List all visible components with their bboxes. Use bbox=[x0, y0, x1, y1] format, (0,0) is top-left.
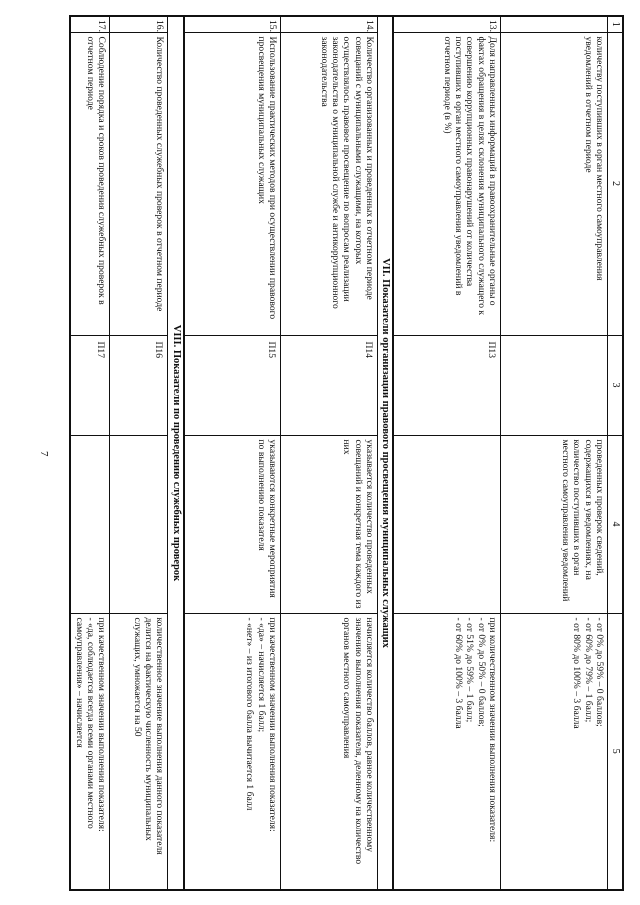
header-cell-3: 3 bbox=[608, 335, 624, 435]
scoring-criteria bbox=[110, 613, 168, 890]
indicator-name: Доля направленных информаций в правоохранительные органы о фактах обращения в целях склонения муниципального служащего к совершению коррупционных правонарушений от количества поступивших в орган местного самоуправления уведомлений в отчетном периоде (в %) bbox=[394, 32, 501, 335]
criteria-line: количественное значение выполнения данного показателя делится на фактическую численность муниципальных служащих, умножается на 50 bbox=[131, 617, 166, 855]
scoring-criteria bbox=[281, 613, 378, 890]
row-number: 13. bbox=[394, 16, 501, 32]
criteria-line: - «да» – начисляется 1 балл; bbox=[255, 617, 267, 733]
scoring-criteria bbox=[394, 613, 501, 890]
calculation-method: указываются конкретные мероприятия по выполнению показателя bbox=[184, 435, 281, 613]
scoring-criteria bbox=[184, 613, 281, 890]
indicator-code: П14 bbox=[281, 335, 378, 435]
scoring-criteria bbox=[70, 613, 109, 890]
page-number: 7 bbox=[38, 451, 50, 457]
table-row bbox=[110, 16, 168, 890]
criteria-line: - от 60% до 100% – 3 балла bbox=[453, 617, 465, 729]
calculation-method: указывается количество проведенных совещаний и конкретная тема каждого из них bbox=[281, 435, 378, 613]
indicator-code: П16 bbox=[110, 335, 168, 435]
criteria-line: при качественном значении выполнения показателя: bbox=[267, 617, 279, 832]
row-number: 14. bbox=[281, 16, 378, 32]
criteria-line: начисляется количество баллов, равное количественному значению выполнения показателя, деленному на количество органов местного самоуправления bbox=[341, 617, 376, 865]
criteria-line: - от 0% до 50% – 0 баллов; bbox=[475, 617, 487, 727]
criteria-line: - от 0% до 59% – 0 баллов; bbox=[594, 617, 605, 727]
table-row bbox=[394, 16, 501, 890]
header-cell-2: 2 bbox=[608, 32, 624, 335]
table-row bbox=[501, 16, 608, 890]
section-header-row bbox=[168, 16, 184, 890]
row-number: 17. bbox=[70, 16, 109, 32]
rotated-table-container bbox=[73, 15, 624, 889]
criteria-line: при количественном значении выполнения показателя: bbox=[487, 617, 498, 843]
indicator-code: П17 bbox=[70, 335, 109, 435]
indicator-code: П15 bbox=[184, 335, 281, 435]
criteria-line: - от 80% до 100% – 3 балла bbox=[571, 617, 583, 729]
table-header-row bbox=[608, 16, 624, 890]
header-cell-1: 1 bbox=[608, 16, 624, 32]
header-cell-4: 4 bbox=[608, 435, 624, 613]
indicator-name: Использование практических методов при осуществлении правового просвещения муниципальных служащих bbox=[184, 32, 281, 335]
row-number: 16. bbox=[110, 16, 168, 32]
row-number: 15. bbox=[184, 16, 281, 32]
calculation-method bbox=[70, 435, 109, 613]
table-row bbox=[281, 16, 378, 890]
calculation-method: проведенных проверок сведений, содержащихся в уведомлениях, на количество поступивших в орган местного самоуправления уведомлений bbox=[501, 435, 608, 613]
criteria-line: - «нет» – из итогового балла вычитается 1 балл bbox=[244, 617, 256, 811]
indicator-name: Соблюдение порядка и сроков проведения служебных проверок в отчетном периоде bbox=[70, 32, 109, 335]
criteria-line: - «да, соблюдается всегда всеми органами местного самоуправления» – начисляется bbox=[73, 617, 96, 829]
calculation-method bbox=[394, 435, 501, 613]
indicator-code: П13 bbox=[394, 335, 501, 435]
row-number bbox=[501, 16, 608, 32]
indicator-code bbox=[501, 335, 608, 435]
scoring-criteria bbox=[501, 613, 608, 890]
section-title: VII. Показатели организации правового просвещения муниципальных служащих bbox=[378, 16, 394, 890]
indicator-name: Количество проведенных служебных проверок в отчетном периоде bbox=[110, 32, 168, 335]
criteria-line: - от 51% до 59% – 1 балл; bbox=[464, 617, 476, 723]
criteria-line: - от 60% до 79% – 1 балл; bbox=[582, 617, 594, 723]
calculation-method bbox=[110, 435, 168, 613]
section-title: VIII. Показатели по проведению служебных проверок bbox=[168, 16, 184, 890]
indicator-name: Количество организованных и проведенных в отчетном периоде совещаний с муниципальными служащими, на которых осуществлялось правовое просвещение по вопросам реализации законодательства о муниципальной службе и антикоррупционного законодательства bbox=[281, 32, 378, 335]
table-row bbox=[70, 16, 109, 890]
indicators-table bbox=[69, 15, 624, 891]
criteria-line: при качественном значении выполнения показателя: bbox=[96, 617, 108, 832]
section-header-row bbox=[378, 16, 394, 890]
indicator-name: количеству поступивших в орган местного самоуправления уведомлений в отчетном периоде bbox=[501, 32, 608, 335]
header-cell-5: 5 bbox=[608, 613, 624, 890]
table-row bbox=[184, 16, 281, 890]
